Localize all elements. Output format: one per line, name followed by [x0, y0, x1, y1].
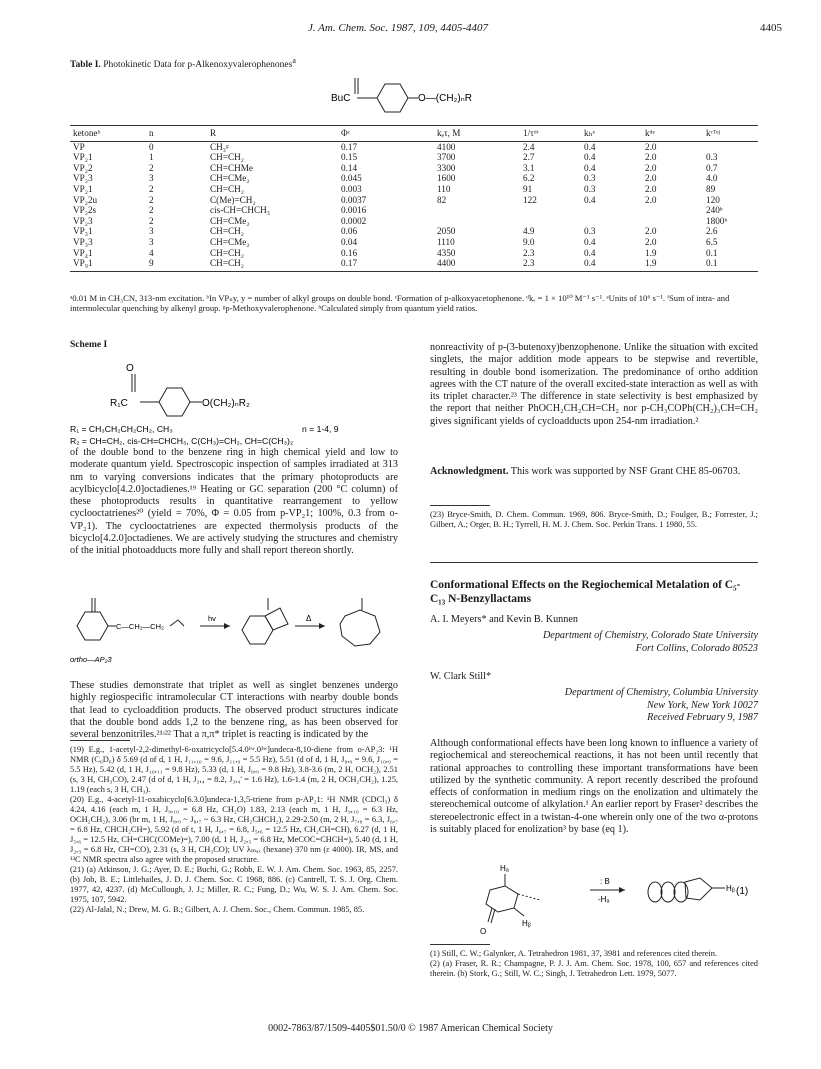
- affiliation-2-line-1: Department of Chemistry, Columbia University: [564, 687, 758, 698]
- table-cell: VP: [73, 141, 85, 152]
- col-header: kₕᵉ: [581, 126, 642, 142]
- table-row: [70, 184, 758, 195]
- table-cell: CH=CHMe: [210, 162, 253, 173]
- table-cell: cis-CH=CHCH₃: [210, 205, 270, 216]
- rxn-label: ortho—AP₂3: [70, 655, 112, 664]
- table-cell: 0.4: [584, 247, 596, 258]
- table-cell: 2.4: [523, 141, 535, 152]
- table-cell: CH=CH₂: [210, 226, 244, 237]
- table-cell: 0.15: [341, 152, 358, 163]
- table-cell: 3: [149, 236, 154, 247]
- table-cell: 0.3: [584, 183, 596, 194]
- eq-reagent-label: : B: [600, 877, 610, 886]
- table-cell: 0.17: [341, 141, 358, 152]
- reference-item: (21) (a) Atkinson, J. G.; Ayer, D. E.; Buchi, G.; Robb, E. W. J. Am. Chem. Soc. 1963, 85, 2257. (b) Job, B. E.; Littlehailes, J. D. J. Chem. Soc. C 1968, 886. (c) Cantrell, T. S. J. Org. Chem. 1977, 42, 4237. (d) McCullough, J. J.; Miller, R. C.; Fung, D.; Wu, W. S. J. Am. Chem. Soc. 1975, 107, 5942.: [70, 865, 398, 904]
- table-cell: 120: [706, 194, 720, 205]
- table-cell: 0.4: [581, 258, 642, 271]
- table-cell: 9: [146, 258, 207, 271]
- reference-23: (23) Bryce-Smith, D. Chem. Commun. 1969, 806. Bryce-Smith, D.; Foulger, B.; Forrester, J.; Gilbert, A.; Orger, B. H.; Tyrrell, H. M. J. Chem. Soc. Perkin Trans. 1 1980, 55.: [430, 510, 758, 529]
- table-cell: 0.4: [584, 162, 596, 173]
- table-cell: VP₃3: [73, 236, 93, 247]
- table-row: [70, 173, 758, 184]
- table-cell: CH=CH₂: [210, 183, 244, 194]
- table-cell: 0.17: [338, 258, 434, 271]
- table-cell: 0.06: [341, 226, 358, 237]
- reference-item: (22) Al-Jalal, N.; Drew, M. G. B.; Gilbert, A. J. Chem. Soc., Chem. Commun. 1985, 85.: [70, 905, 365, 914]
- table-cell: CH=CH₂: [207, 258, 338, 271]
- table-cell: 1110: [437, 236, 455, 247]
- table-cell: 2: [149, 183, 154, 194]
- table-cell: 2.0: [645, 162, 657, 173]
- table-cell: [642, 205, 703, 216]
- table-cell: [581, 205, 642, 216]
- footnote-rule: [430, 944, 490, 945]
- table-cell: VP₃1: [73, 226, 93, 237]
- scheme-r1-line: R₁ = CH₃CH₂CH₂CH₂, CH₃: [70, 424, 173, 434]
- right-paragraph-1: nonreactivity of p-(3-butenoxy)benzophenone. Unlike the situation with excited singlets, the major addition mode appears to be stepwise and revertible, resulting in double bond isomerization. The predominance of ortho addition agrees with the CT nature of the overall excited-state interaction as well as with its triplet character.²³ The difference in state selectivity is best emphasized by the report that neither PhOCH₂CH₂CH=CH₂ nor p-CH₃COPh(CH₂)₃CH=CH₂ gives significant yields of cycloadducts upon 254-nm irradiation.²: [430, 342, 758, 427]
- table-cell: 2.0: [645, 236, 657, 247]
- table-cell: 110: [437, 183, 451, 194]
- table-cell: 0.1: [706, 247, 718, 258]
- struct-chain-label: O—(CH₂)ₙR: [418, 93, 472, 104]
- table-cell: 0.045: [341, 173, 362, 184]
- left-references: [70, 745, 398, 915]
- table-caption: [70, 56, 296, 70]
- reference-item: (1) Still, C. W.; Galynker, A. Tetrahedron 1981, 37, 3981 and references cited therein.: [430, 949, 718, 958]
- table-cell: 3: [149, 226, 154, 237]
- table-cell: 0.04: [341, 236, 358, 247]
- right-paragraph-2: Although conformational effects have been long known to influence a variety of regiochemical and stereochemical reactions, it has not been until recently that rational approaches to controlling these important transformations have been utilized by the synthetic community. A report recently described the profound effects of conformation in medium rings on the enolization and ultimately the stereochemical outcome of alkylation.¹ An earlier report by Fraser² describes the stereoelectronic effect in a twistan-4-one wherein only one of the two α-protons is suitably placed for enolization³ by base (eq 1).: [430, 738, 758, 836]
- table-cell: [520, 205, 581, 216]
- table-cell: [434, 216, 520, 227]
- table-cell: VP₉1: [70, 258, 146, 271]
- table-cell: 0.3: [706, 152, 718, 163]
- table-cell: 4100: [437, 141, 456, 152]
- table-label: Table I.: [70, 60, 101, 71]
- scheme-n-line: n = 1-4, 9: [302, 424, 339, 434]
- table-cell: 122: [523, 194, 537, 205]
- ack-heading: Acknowledgment.: [430, 466, 509, 477]
- affiliation-1-line-1: Department of Chemistry, Colorado State University: [542, 630, 758, 641]
- eq-hb-label: Hᵦ: [522, 919, 531, 928]
- table-cell: 1.9: [645, 247, 657, 258]
- affiliation-1: [430, 630, 758, 655]
- table-cell: 2.0: [645, 183, 657, 194]
- col-header: n: [146, 126, 207, 142]
- left-paragraph-1: of the double bond to the benzene ring in high chemical yield and low to moderate quantum yield. Spectroscopic inspection of samples irradiated at 313 nm to varying conversions indicates that the primary photoproducts are acylbicyclo[4.2.0]octadienes.¹⁹ Heating or GC separation (200 °C column) of these photoproducts results in quantitative rearrangement to yellow cyclooctatrienes²⁰ (yield = 70%, Φ = 0.05 from p-VP₂1; 100%, 0.3 from o-VP₂1). The cyclooctatrienes are expected thermolysis products of the bicyclo[4.2.0]octadienes. We are actively studying the structures and chemistry of the initial photoadducts more fully and shall report thereon shortly.: [70, 447, 398, 557]
- eq-oxygen-label: O: [480, 927, 487, 936]
- footnote-rule: [430, 505, 490, 506]
- table-cell: 2.3: [523, 247, 535, 258]
- table-cell: 2: [149, 162, 154, 173]
- table-cell: VP₂1: [73, 152, 93, 163]
- scheme-o-label: O: [126, 363, 134, 374]
- table-cell: CH₃ᵍ: [210, 141, 229, 152]
- table-cell: 2.0: [645, 152, 657, 163]
- scheme-title: Scheme I: [70, 340, 108, 350]
- valerophenone-structure: [330, 68, 530, 118]
- table-cell: 4.9: [523, 226, 535, 237]
- table-title: Photokinetic Data for p-Alkenoxyvalerophenones: [103, 60, 293, 71]
- col-header: 1/τᵈʳ: [520, 126, 581, 142]
- table-cell: 0.4: [584, 152, 596, 163]
- eq-ha-label: Hₐ: [500, 864, 509, 873]
- table-cell: VP₂2s: [73, 205, 97, 216]
- table-cell: [581, 216, 642, 227]
- table-cell: 0.003: [341, 183, 362, 194]
- table-cell: 3.1: [523, 162, 535, 173]
- table-cell: 0.0002: [341, 215, 367, 226]
- table-row: [70, 226, 758, 237]
- table-cell: VP₂3: [73, 173, 93, 184]
- table-cell: 0.4: [584, 236, 596, 247]
- rxn-delta-label: Δ: [306, 614, 312, 623]
- table-footnotes: ᵃ0.01 M in CH₃CN, 313-nm excitation. ᵇIn VPₙy, y = number of alkyl groups on double bond. ᶜFormation of p-alkoxyacetophenone. ᵈkₑ = 1 × 10¹⁰ M⁻¹ s⁻¹. ᵉUnits of 10⁶ s⁻¹. ᶠSum of intra- and intermolecular quenching by alkenyl group. ᵍp-Methoxyvalerophenone. ʰCalculated simply from quantum yield ratios.: [70, 293, 730, 314]
- scheme-r1c-label: R₁C: [110, 398, 128, 409]
- table-header-row: [70, 126, 758, 142]
- rxn-chain-label: C—CH₂—CH₂: [116, 622, 164, 631]
- table-cell: VP₂2u: [73, 194, 98, 205]
- col-header: ketoneᵇ: [70, 126, 146, 142]
- table-cell: 1800ʰ: [706, 215, 728, 226]
- photokinetic-table: [70, 125, 758, 272]
- table-cell: 3300: [437, 162, 456, 173]
- running-header: J. Am. Chem. Soc. 1987, 109, 4405-4407: [308, 22, 489, 34]
- col-header: kₑτ, M: [434, 126, 520, 142]
- table-cell: 9.0: [523, 236, 535, 247]
- table-cell: 0.16: [341, 247, 358, 258]
- scheme-chain-label: O(CH₂)ₙR₂: [202, 398, 250, 409]
- left-paragraph-2: These studies demonstrate that triplet as well as singlet benzenes undergo highly regiospecific intramolecular CT interactions with nearby double bonds that lead to cycloaddition products. The observed product structures indicate that the double bond adds 1,2 to the benzene ring, as has been observed for several benzonitriles.²¹ʴ²² That a π,π* triplet is reacting is indicated by the: [70, 680, 398, 741]
- table-cell: 0.4: [584, 141, 596, 152]
- acknowledgment: [430, 466, 758, 478]
- table-cell: 2: [149, 215, 154, 226]
- table-row: [70, 237, 758, 248]
- affiliation-2: [430, 687, 758, 725]
- table-cell: 2.0: [645, 226, 657, 237]
- received-date: Received February 9, 1987: [647, 712, 758, 723]
- table-cell: 82: [437, 194, 447, 205]
- table-cell: VP₄1: [73, 247, 93, 258]
- affiliation-2-line-2: New York, New York 10027: [646, 699, 758, 711]
- table-cell: 1: [149, 152, 154, 163]
- table-cell: CH=CMe₂: [210, 236, 250, 247]
- ortho-ap-reaction: [70, 590, 400, 670]
- table-row: [70, 258, 758, 271]
- col-header: Φᶜ: [338, 126, 434, 142]
- table-cell: 2.3: [520, 258, 581, 271]
- footnote-rule: [70, 740, 130, 741]
- eq-minus-label: -Hₐ: [598, 895, 610, 904]
- page-footer: 0002-7863/87/1509-4405$01.50/0 © 1987 American Chemical Society: [268, 1023, 553, 1034]
- table-cell: 6.5: [706, 236, 718, 247]
- col-header: R: [207, 126, 338, 142]
- table-cell: 0.3: [584, 173, 596, 184]
- table-cell: 4.0: [706, 173, 718, 184]
- table-cell: 3: [149, 173, 154, 184]
- table-cell: 0.14: [341, 162, 358, 173]
- equation-1-structures: [430, 860, 760, 940]
- table-cell: 4350: [437, 247, 456, 258]
- table-cell: [520, 216, 581, 227]
- table-cell: 2.0: [645, 173, 657, 184]
- rxn-hv-label: hv: [208, 614, 216, 623]
- eq-hb2-label: Hᵦ: [726, 884, 735, 893]
- table-cell: VP₂1: [73, 183, 93, 194]
- col-header: kᶜᵀᵉʲ: [703, 126, 758, 142]
- table-cell: 2050: [437, 226, 456, 237]
- table-cell: 0.3: [584, 226, 596, 237]
- reference-item: (19) E.g., 1-acetyl-2,2-dimethyl-6-oxatricyclo[5.4.0¹ʷ.0³ʷ]undeca-8,10-diene from o-AP₂3: ¹H NMR (C₆D₆) δ 5.69 (d of d, 1 H, J₁₁,₁₀ = 9.6, J₁₁,₉ = 5.5 Hz), 5.51 (d of d, 1 H, J₈,₉ = 9.6, J₁₀,₉ = 5.5 Hz), 5.42 (d, 1 H, J₁₀,₁₁ = 9.8 Hz), 5.33 (d, 1 H, J₈,₉ = 9.8 Hz), 3.8-3.6 (m, 2 H, OCH₂), 2.51 (s, 3 H, CH₃CO), 2.47 (d of d, 1 H, J₃,₄ = 8.2, J₃,₄' = 1.6 Hz), 1.6-1.4 (m, 2 H, OCH₂CH₂), 1.25, 1.19 (each s, 3 H, CH₃).: [70, 745, 398, 794]
- reference-item: (2) (a) Fraser, R. R.; Champagne, P. J. J. Am. Chem. Soc. 1978, 100, 657 and references cited therein. (b) Stork, G.; Still, W. C.; Singh, J. Tetrahedron Lett. 1979, 5077.: [430, 959, 758, 978]
- table-cell: 0.0016: [341, 205, 367, 216]
- table-cell: 1.9: [642, 258, 703, 271]
- table-cell: CH=CH₂: [210, 247, 244, 258]
- table-cell: C(Me)=CH₂: [210, 194, 256, 205]
- table-cell: CH=CMe₂: [210, 215, 250, 226]
- table-cell: 240ʰ: [706, 205, 723, 216]
- article-title: Conformational Effects on the Regiochemical Metalation of C₅-C₁₃ N-Benzyllactams: [430, 579, 741, 605]
- table-cell: 2: [149, 194, 154, 205]
- table-row: [70, 141, 758, 152]
- table-row: [70, 216, 758, 227]
- scheme-r2-line: R₂ = CH=CH₂, cis-CH=CHCH₃, C(CH₃)=CH₂, CH=C(CH₃)₂: [70, 436, 294, 446]
- table-cell: 6.2: [523, 173, 535, 184]
- table-cell: 0.1: [703, 258, 758, 271]
- table-title-note: a: [292, 56, 296, 65]
- article-separator: [430, 562, 758, 563]
- table-cell: CH=CMe₂: [210, 173, 250, 184]
- table-row: [70, 152, 758, 163]
- right-references: [430, 949, 758, 979]
- reference-item: (20) E.g., 4-acetyl-11-oxabicyclo[6.3.0]undeca-1,3,5-triene from p-AP₂1: ¹H NMR (CDCl₃) δ 4.24, 4.16 (each m, 1 H, J₉,₁₀ = 6.8 Hz, CH₂O) 1.83, 2.13 (each m, 1 H, J₉,₁₀ = 6.3 Hz, OCH₂CH₂), 3.06 (br m, 1 H, J₈,₉ ~ J₈,₇ ~ 6.3 Hz, CH₂CHCH₂), 2.29-2.50 (m, 2 H, J₇,₈ = 6.3, J₆,₇ = 6.8 Hz, CHCH₂CH=), 5.92 (d of t, 1 H, J₆,₇ = 6.8, J₅,₆ = 12.5 Hz, CH₂CH=CH), 6.27 (d, 1 H, J₅,₆ = 12.5 Hz, CH=CHC(COMe)=), 7.00 (d, 1 H, J₂,₃ = 6.8 Hz, MeCOC=CHCH=), 5.40 (d, 1 H, J₂,₃ = 6.8 Hz, CH=CO), 2.31 (s, 3 H, CH₃CO); UV λₘₐₓ (hexane) 370 nm (ε 4000). IR, MS, and ¹³C NMR spectra also agree with the proposed structure.: [70, 795, 398, 864]
- table-cell: 89: [706, 183, 716, 194]
- table-cell: 91: [523, 183, 533, 194]
- table-cell: [642, 216, 703, 227]
- table-cell: VP₂3: [73, 215, 93, 226]
- table-cell: 1600: [437, 173, 456, 184]
- table-cell: 0: [149, 141, 154, 152]
- table-cell: 2: [149, 205, 154, 216]
- scheme-structure: [70, 352, 400, 447]
- table-row: [70, 205, 758, 216]
- col-header: kᵈᵉ: [642, 126, 703, 142]
- table-cell: 3700: [437, 152, 456, 163]
- table-cell: 0.4: [584, 194, 596, 205]
- table-cell: VP₂2: [73, 162, 93, 173]
- table-cell: 0.0037: [341, 194, 367, 205]
- table-cell: 4: [149, 247, 154, 258]
- table-row: [70, 163, 758, 174]
- affiliation-1-line-2: Fort Collins, Colorado 80523: [635, 642, 758, 654]
- ack-text: This work was supported by NSF Grant CHE 85-06703.: [510, 466, 741, 477]
- table-cell: 0.7: [706, 162, 718, 173]
- table-row: [70, 248, 758, 259]
- table-cell: CH=CH₂: [210, 152, 244, 163]
- page-number: 4405: [760, 22, 782, 34]
- table-cell: 2.0: [645, 141, 657, 152]
- equation-number: (1): [736, 886, 749, 897]
- struct-buc-label: BuC: [331, 93, 351, 104]
- table-row: [70, 195, 758, 206]
- authors-1: A. I. Meyers* and Kevin B. Kunnen: [430, 614, 578, 625]
- table-cell: [434, 205, 520, 216]
- authors-2: W. Clark Still*: [430, 671, 492, 682]
- table-cell: 2.7: [523, 152, 535, 163]
- table-cell: 2.6: [706, 226, 718, 237]
- table-cell: 4400: [434, 258, 520, 271]
- table-cell: 2.0: [645, 194, 657, 205]
- table-cell: [703, 141, 758, 152]
